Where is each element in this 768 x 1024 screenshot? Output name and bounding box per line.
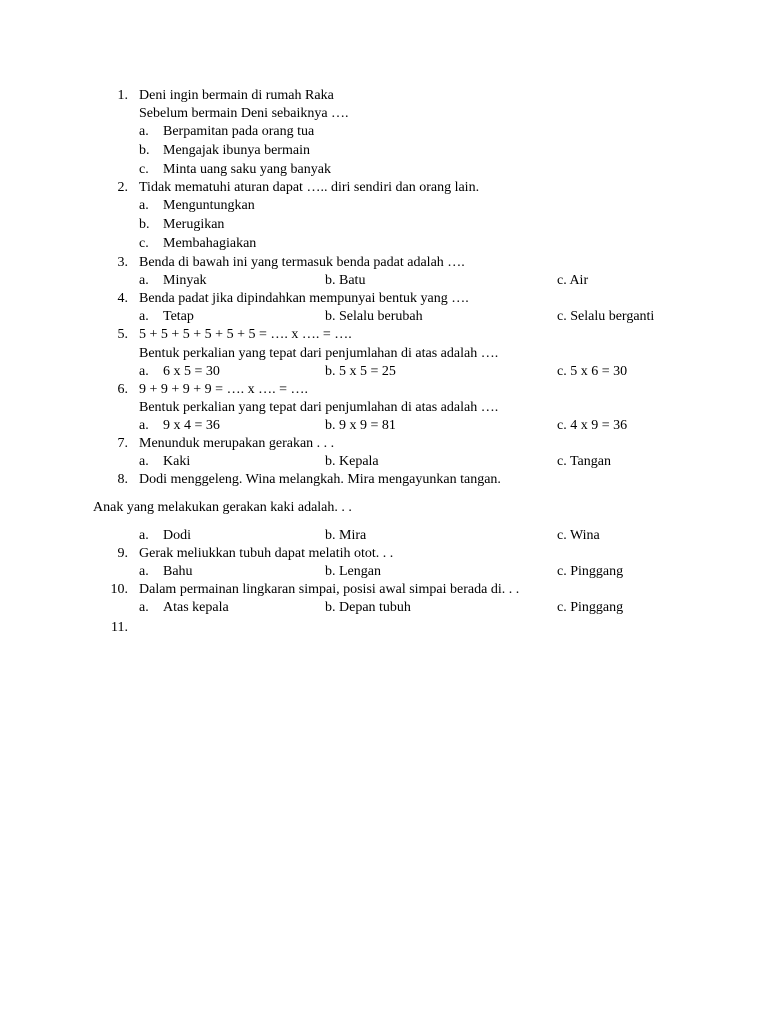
question-number: 5. bbox=[117, 327, 128, 342]
question-text: Deni ingin bermain di rumah Raka bbox=[139, 88, 334, 103]
option-text: Mengajak ibunya bermain bbox=[163, 143, 310, 158]
question-number: 3. bbox=[117, 255, 128, 270]
option-text: Berpamitan pada orang tua bbox=[163, 124, 315, 139]
question-text: Benda di bawah ini yang termasuk benda padat adalah …. bbox=[139, 255, 465, 270]
option-letter: b. bbox=[139, 217, 150, 232]
option-c: c. Selalu berganti bbox=[557, 309, 655, 324]
question-text: Dodi menggeleng. Wina melangkah. Mira mengayunkan tangan. bbox=[139, 472, 501, 487]
option-letter: a. bbox=[139, 124, 149, 139]
option-a-text: 6 x 5 = 30 bbox=[163, 364, 220, 379]
option-letter: a. bbox=[139, 309, 149, 324]
option-letter: a. bbox=[139, 600, 149, 615]
option-c: c. Tangan bbox=[557, 454, 611, 469]
option-letter: c. bbox=[139, 162, 149, 177]
option-text: Menguntungkan bbox=[163, 198, 255, 213]
option-a-text: 9 x 4 = 36 bbox=[163, 418, 220, 433]
option-letter: a. bbox=[139, 564, 149, 579]
option-a-text: Dodi bbox=[163, 528, 191, 543]
option-a-text: Tetap bbox=[163, 309, 194, 324]
option-letter: a. bbox=[139, 454, 149, 469]
option-text: Membahagiakan bbox=[163, 236, 257, 251]
question-number: 10. bbox=[110, 582, 128, 597]
question-number: 7. bbox=[117, 436, 128, 451]
question-number: 2. bbox=[117, 180, 128, 195]
option-c: c. 4 x 9 = 36 bbox=[557, 418, 628, 433]
option-b: b. Kepala bbox=[325, 454, 379, 469]
option-a-text: Bahu bbox=[163, 564, 193, 579]
question-number: 1. bbox=[117, 88, 128, 103]
question-prompt: Anak yang melakukan gerakan kaki adalah. . . bbox=[93, 500, 352, 515]
question-number: 6. bbox=[117, 382, 128, 397]
option-b: b. 9 x 9 = 81 bbox=[325, 418, 396, 433]
question-text-continuation: Bentuk perkalian yang tepat dari penjumlahan di atas adalah …. bbox=[139, 400, 499, 415]
option-letter: c. bbox=[139, 236, 149, 251]
question-text: 5 + 5 + 5 + 5 + 5 + 5 = …. x …. = …. bbox=[139, 327, 352, 342]
question-number: 11. bbox=[111, 620, 128, 635]
option-letter: b. bbox=[139, 143, 150, 158]
option-c: c. 5 x 6 = 30 bbox=[557, 364, 628, 379]
option-b: b. 5 x 5 = 25 bbox=[325, 364, 396, 379]
question-text: Tidak mematuhi aturan dapat ….. diri sendiri dan orang lain. bbox=[139, 180, 480, 195]
option-c: c. Wina bbox=[557, 528, 600, 543]
option-c: c. Pinggang bbox=[557, 564, 624, 579]
option-letter: a. bbox=[139, 364, 149, 379]
question-number: 9. bbox=[117, 546, 128, 561]
option-c: c. Air bbox=[557, 273, 589, 288]
option-letter: a. bbox=[139, 198, 149, 213]
option-a-text: Atas kepala bbox=[163, 600, 229, 615]
option-b: b. Batu bbox=[325, 273, 366, 288]
option-letter: a. bbox=[139, 528, 149, 543]
option-letter: a. bbox=[139, 418, 149, 433]
option-text: Merugikan bbox=[163, 217, 225, 232]
option-b: b. Selalu berubah bbox=[325, 309, 423, 324]
question-text-continuation: Sebelum bermain Deni sebaiknya …. bbox=[139, 106, 349, 121]
question-number: 4. bbox=[117, 291, 128, 306]
question-text: Menunduk merupakan gerakan . . . bbox=[139, 436, 335, 451]
question-text: 9 + 9 + 9 + 9 = …. x …. = …. bbox=[139, 382, 308, 397]
question-text: Benda padat jika dipindahkan mempunyai bentuk yang …. bbox=[139, 291, 469, 306]
option-a-text: Kaki bbox=[163, 454, 191, 469]
option-letter: a. bbox=[139, 273, 149, 288]
question-number: 8. bbox=[117, 472, 128, 487]
option-b: b. Lengan bbox=[325, 564, 381, 579]
option-c: c. Pinggang bbox=[557, 600, 624, 615]
question-text: Gerak meliukkan tubuh dapat melatih otot. . . bbox=[139, 546, 394, 561]
question-text-continuation: Bentuk perkalian yang tepat dari penjumlahan di atas adalah …. bbox=[139, 346, 499, 361]
option-b: b. Depan tubuh bbox=[325, 600, 411, 615]
option-text: Minta uang saku yang banyak bbox=[163, 162, 331, 177]
option-b: b. Mira bbox=[325, 528, 367, 543]
question-text: Dalam permainan lingkaran simpai, posisi awal simpai berada di. . . bbox=[139, 582, 520, 597]
option-a-text: Minyak bbox=[163, 273, 207, 288]
